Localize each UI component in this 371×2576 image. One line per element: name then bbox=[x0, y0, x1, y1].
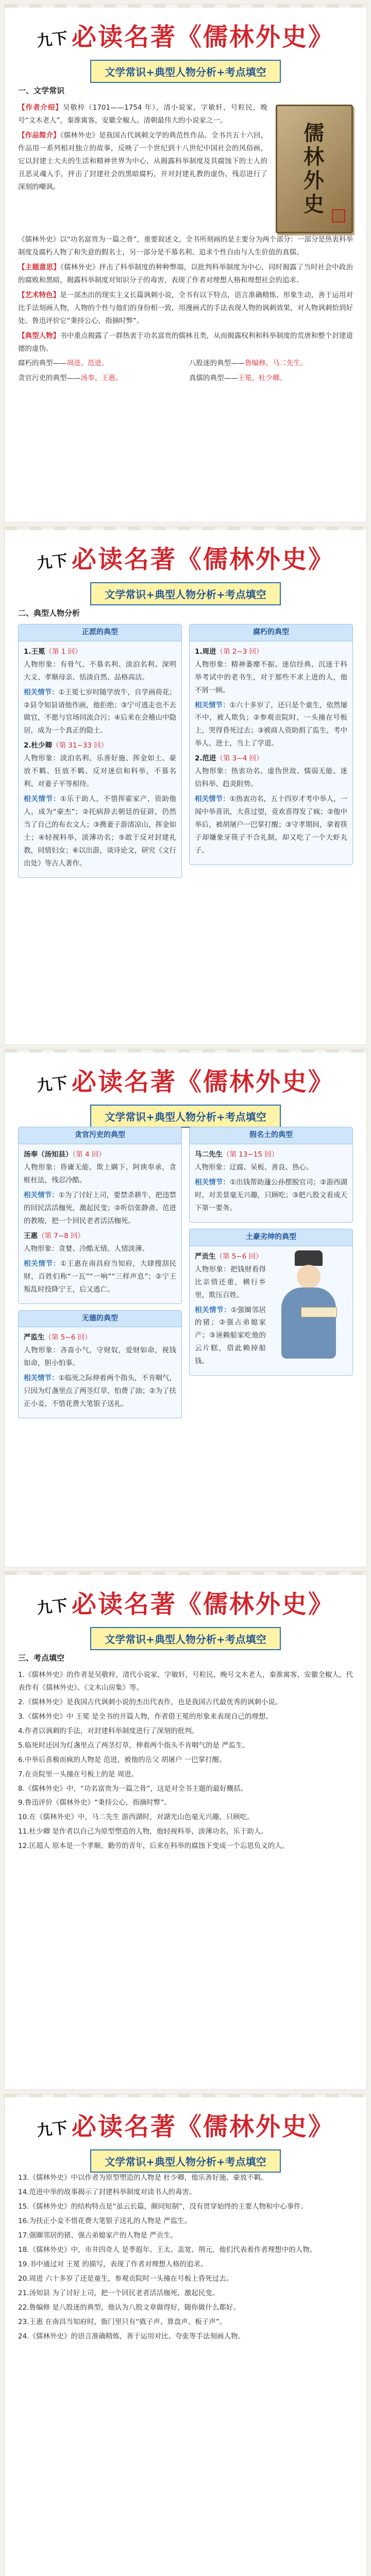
list-item: 3.《儒林外史》中 王冕 是全书的开篇人物，作者借王冕的形象来表现自己的理想。 bbox=[18, 1712, 273, 1721]
seal-stamp-icon bbox=[332, 209, 345, 223]
page-subtitle: 文学常识+典型人物分析+考点填空 bbox=[90, 1105, 281, 1128]
page-1 bbox=[4, 4, 367, 522]
typical-item: 八股迷的典型——鲁编修、马二先生。 bbox=[189, 359, 308, 368]
page-5 bbox=[4, 2094, 367, 2576]
list-item: 15.《儒林外史》的结构特点是“虽云长篇，颇同短制”，没有贯穿始终的主要人物和中心事件。 bbox=[18, 2202, 308, 2211]
page-body bbox=[5, 2172, 366, 2343]
page-header bbox=[5, 527, 366, 604]
list-item: 12.匡超人 原本是一个孝顺、勤劳的青年，后来在科举的腐蚀下变成一个忘恩负义的人。 bbox=[18, 1842, 289, 1851]
character-traits: 人物形象：贪婪、冷酷无情、人情淡薄。 bbox=[24, 1244, 149, 1253]
character-name: 王惠（第 7~8 回） bbox=[24, 1231, 85, 1240]
character-plot: 相关情节：①强圈邻居的猪；②强占弟媳家产；③诬赖船家吃他的云片糕，借此赖掉船钱。 bbox=[195, 1306, 266, 1366]
list-item: 4.作者以讽刺的手法，对封建科举制度进行了深刻的批判。 bbox=[18, 1726, 199, 1735]
section-title: 一、文学常识 bbox=[18, 86, 65, 95]
list-item: 2.《儒林外史》是我国古代讽刺小说的杰出代表作，也是我国古代最优秀的讽刺小说。 bbox=[18, 1698, 282, 1706]
grade-label: 九下 bbox=[36, 1074, 69, 1096]
typical-item: 真儒的典型——王冕、杜少卿。 bbox=[189, 374, 286, 383]
page-header bbox=[5, 2094, 366, 2172]
box-heading: 贪官污吏的典型 bbox=[19, 1127, 181, 1144]
character-name: 严监生（第 5~6 回） bbox=[24, 1333, 92, 1342]
book-cover-title: 儒林外史 bbox=[303, 121, 324, 216]
list-item: 17.强圈邻居的猪、强占弟媳家产的人物是 严贡生。 bbox=[18, 2231, 178, 2240]
page-subtitle: 文学常识+典型人物分析+考点填空 bbox=[90, 60, 281, 83]
character-name: 严贡生（第 5~6 回） bbox=[195, 1252, 263, 1261]
character-name: 2.范进（第 3~4 回） bbox=[195, 754, 263, 763]
typical-list bbox=[18, 357, 353, 387]
box-heading: 土豪劣绅的典型 bbox=[190, 1229, 352, 1246]
page-title: 必读名著《儒林外史》 bbox=[71, 2112, 334, 2141]
list-item: 8.《儒林外史》中，“功名富贵为一篇之骨”，这是对全书主题的最好概括。 bbox=[18, 1784, 248, 1793]
author-paragraph: 【作者介绍】吴敬梓（1701——1754 年），清小说家，字敏轩，号粒民，晚号“文木老人”，秦淮寓客，安徽全椒人。清朝最伟大的小说家之一。 bbox=[18, 103, 268, 125]
grade-label: 九下 bbox=[36, 29, 69, 51]
typical-item: 腐朽的典型——周进、范进。 bbox=[18, 359, 109, 368]
character-traits: 人物形象：吝啬小气，守财奴，爱财如命，视钱如命，胆小怕事。 bbox=[24, 1346, 176, 1368]
character-plot: 相关情节：①临死之际伸着两个指头，不肯咽气，只因为灯盏里点了两茎灯草，怕费了油；②为了扶正小妾，不惜花费大笔银子送礼。 bbox=[24, 1374, 176, 1409]
corrupt-official-box bbox=[18, 1127, 182, 1304]
page-body bbox=[5, 1651, 366, 1853]
character-plot: 相关情节：①乐于助人，不惜挥霍家产，资助他人，成为“豪杰”；②托病辞去朝廷的征辟，仍然当了自己的布衣文人；③携妻子游清凉山，挥金如土；④轻视科举，淡薄功名；⑤敢于反对封建礼教，同情妇女；⑥以出游，谈诗论文，研究《文行出处》等古人著作。 bbox=[24, 795, 177, 868]
box-heading: 无德的典型 bbox=[19, 1311, 181, 1328]
character-traits: 人物形象：昏庸无能、欺上瞒下、阿谀奉承，贪赃枉法，残忍冷酷。 bbox=[24, 1163, 176, 1184]
character-plot: 相关情节：①六十多岁了，还只是个童生，依然屡不中，被人欺负；②参观贡院时，一头撞在号板上，哭得昏死过去；③被商人资助捐了监生，考中举人、进士，当上了学道。 bbox=[195, 701, 347, 748]
page-header bbox=[5, 1572, 366, 1649]
list-item: 22.鲁编修 是八股迷的典型，他认为八股文章做得好，随你做什么都好。 bbox=[18, 2303, 240, 2312]
character-traits: 人物形象：精神萎靡不振、迷信经典、沉迷于科举考试中的老书生，对于那些不求上进的人，他不屑一顾。 bbox=[195, 660, 347, 694]
page-header bbox=[5, 1049, 366, 1127]
positive-box bbox=[18, 624, 182, 878]
list-item: 6.中举后喜极而疯的人物是 范进，被他的岳父 胡屠户 一巴掌打醒。 bbox=[18, 1755, 226, 1764]
list-item: 20.周进 六十多岁了还是童生，参观贡院时一头撞在号板上昏死过去。 bbox=[18, 2274, 233, 2283]
character-traits: 人物形象：把钱财看得比亲情还重，横行乡里，欺压百姓。 bbox=[195, 1265, 266, 1299]
page-2 bbox=[4, 527, 367, 1045]
page-subtitle: 文学常识+典型人物分析+考点填空 bbox=[90, 2149, 281, 2173]
page-header bbox=[5, 5, 366, 82]
page-body bbox=[5, 606, 366, 884]
character-name: 1.王冕（第 1 回） bbox=[24, 647, 82, 656]
list-item: 18.《儒林外史》中，市井四奇人 是季遐年、王太、盖宽、荆元，他们代表着作者理想中的人物。 bbox=[18, 2245, 317, 2254]
art-paragraph: 【艺术特色】是一部杰出的现实主义长篇讽刺小说，全书有以下特点，语言准确精炼、形象生动，善于运用对比手法刻画人物，人物的个性与他们的身份相一致，用漫画式的手法表现人物的讽刺效果，对人物讽刺恰到好处。鲁迅评价它“秉持公心，指摘时弊”。 bbox=[18, 291, 353, 325]
list-item: 11.杜少卿 是作者以自己为原型塑造的人物，他轻视科举，淡薄功名，乐于助人。 bbox=[18, 1827, 268, 1836]
typical-item: 贪官污吏的典型——汤奉、王惠。 bbox=[18, 374, 123, 383]
character-traits: 人物形象：有骨气、不慕名利、淡泊名利、深明大义、孝顺母亲、恬淡自然、品格高洁。 bbox=[24, 660, 176, 682]
view-paragraph: 【典型人物】书中重点揭露了一群热衷于功名富贵的儒林丑类，从而揭露权利和科举制度的荒唐和整个封建道德的虚伪。 bbox=[18, 331, 353, 353]
section-title: 三、考点填空 bbox=[18, 1653, 65, 1663]
list-item: 19.书中通过对 王冕 的描写，表现了作者对理想人格的追求。 bbox=[18, 2260, 208, 2268]
list-item: 9.鲁迅评价《儒林外史》“秉持公心，指摘时弊”。 bbox=[18, 1799, 171, 1807]
list-item: 7.在贡院里一头撞在号板上的是 周进。 bbox=[18, 1770, 139, 1778]
page-title: 必读名著《儒林外史》 bbox=[71, 1067, 334, 1096]
fill-blank-list bbox=[18, 2172, 353, 2343]
scholar-figure-illustration bbox=[270, 1250, 347, 1359]
grade-label: 九下 bbox=[36, 2119, 69, 2141]
page-subtitle: 文学常识+典型人物分析+考点填空 bbox=[90, 582, 281, 605]
list-item: 21.汤知县 为了讨好上司，把一个回民老者活活枷死，激起民变。 bbox=[18, 2289, 220, 2297]
list-item: 5.临死时还因为灯盏里点了两茎灯草，伸着两个指头不肯咽气的是 严监生。 bbox=[18, 1741, 250, 1750]
section-title: 二、典型人物分析 bbox=[18, 608, 80, 618]
character-plot: 相关情节：①为了讨好上司，要禁杀耕牛，把违禁的回民活活枷死，激起民变；②听信张静斋、范进的教唆，把一个回民老者活活枷死。 bbox=[24, 1191, 176, 1225]
character-plot: 相关情节：①王惠在南昌府当知府，大肆搜刮民财，百姓们称“一瓦”“一响”“三样声息”；②宁王叛乱时投降宁王，后又逃亡。 bbox=[24, 1259, 177, 1294]
character-name: 1.周进（第 2~3 回） bbox=[195, 647, 263, 656]
box-heading: 假名士的典型 bbox=[190, 1127, 352, 1144]
fill-blank-list bbox=[18, 1669, 353, 1853]
page-title: 必读名著《儒林外史》 bbox=[71, 545, 334, 574]
content-paragraph: 【作品简介】《儒林外史》是我国古代讽刺文学的典范性作品。全书共五十六回，作品用一系列相对独立的故事，反映了一个世纪到十八世纪中国社会的风俗画，它以封建士大夫的生活和精神世界为中心，从揭露科举制度及其腐蚀下的士人的丑恶灵魂入手，抨击了封建社会的黑暗腐朽，并对封建礼教的虚伪、残忍进行了深刻的嘲讽。 bbox=[18, 131, 268, 191]
character-plot: 相关情节：①热衷功名，五十四岁才考中举人，一闻中举喜讯，大喜过望，竟欢喜得发了疯；②他中举后，被胡屠户一巴掌打醒；③守孝期间，拿着筷子却嫌象牙筷子不合礼制，却又吃了一个大虾丸子。 bbox=[195, 795, 347, 855]
list-item: 13.《儒林外史》中以作者为原型塑造的人物是 杜少卿，他乐善好施、豪放不羁。 bbox=[18, 2174, 268, 2182]
list-item: 1.《儒林外史》的作者是吴敬梓，清代小说家，字敏轩，号粒民，晚号文木老人，秦淮寓客，安徽全椒人，代表作有《儒林外史》、《文木山房集》等。 bbox=[18, 1670, 353, 1692]
content-paragraph-2: 《儒林外史》以“功名富贵为一篇之骨”，重要叙述文，全书所刻画的是主要分为两个部分：一部分是热衷科举制度及腐朽人物了和失意的假名士，另一部分是不慕名利、追求个性自由与人生价值的真儒。 bbox=[18, 235, 353, 257]
page-title: 必读名著《儒林外史》 bbox=[71, 23, 334, 52]
page-subtitle: 文学常识+典型人物分析+考点填空 bbox=[90, 1627, 281, 1650]
page-4 bbox=[4, 1571, 367, 2090]
character-traits: 人物形象：迂腐、呆板、善良、热心。 bbox=[195, 1163, 313, 1172]
character-name: 2.杜少卿（第 31~33 回） bbox=[24, 741, 108, 750]
page-body bbox=[5, 1127, 366, 1425]
character-plot: 相关情节：①王冕七岁时随学放牛，自学画荷花；②县令知县请他作画，他拒绝；③宁可逃走也不去做官，不愿与官场同流合污；④后来在会稽山中隐居，成为一个真正的隐士。 bbox=[24, 688, 176, 735]
list-item: 16.为扶正小妾不惜花费大笔银子送礼的人物是 严监生。 bbox=[18, 2216, 192, 2225]
character-plot: 相关情节：①出钱帮助蘧公孙摆脱官司；②游西湖时，对美景毫无兴趣，只顾吃；③把八股文看成天下第一要务。 bbox=[195, 1178, 347, 1212]
grade-label: 九下 bbox=[36, 551, 69, 573]
page-title: 必读名著《儒林外史》 bbox=[71, 1590, 334, 1619]
grade-label: 九下 bbox=[36, 1596, 69, 1618]
list-item: 23.王惠 在南昌当知府时，衙门里只有“戥子声、算盘声、板子声”。 bbox=[18, 2317, 227, 2326]
character-name: 马二先生（第 13~15 回） bbox=[195, 1150, 279, 1159]
character-traits: 人物形象：热衷功名、虚伪世故、懦弱无能、迷信科举、趋炎附势。 bbox=[195, 767, 347, 789]
book-cover-image bbox=[276, 105, 353, 233]
page-body bbox=[5, 84, 366, 387]
box-heading: 腐朽的典型 bbox=[190, 624, 352, 641]
immoral-box bbox=[18, 1310, 182, 1419]
local-tyrant-box bbox=[189, 1229, 353, 1376]
character-name: 汤奉（汤知县）（第 4 回） bbox=[24, 1150, 106, 1159]
list-item: 10.在《儒林外史》中，马二先生 游西湖时，对湖光山色毫无兴趣，只顾吃。 bbox=[18, 1813, 254, 1822]
theme-paragraph: 【主题意思】《儒林外史》抨击了科举制度的种种弊端，以批判科举制度为中心，同时揭露了当时社会中政治的腐败和黑暗，揭露科举制度对知识分子的毒害，表现了作者对理想人格和理想社会的追求。 bbox=[18, 263, 353, 284]
fake-scholar-box bbox=[189, 1127, 353, 1223]
page-3 bbox=[4, 1049, 367, 1567]
list-item: 24.《儒林外史》的语言准确精炼，善于运用对比、夸张等手法刻画人物。 bbox=[18, 2332, 245, 2341]
list-item: 14.范进中举的故事揭示了封建科举制度对读书人的毒害。 bbox=[18, 2188, 196, 2196]
box-heading: 正派的典型 bbox=[19, 624, 181, 641]
character-traits: 人物形象：淡泊名利、乐善好施、挥金如土、豪放不羁、狂放不羁、反对迷信和科举，不慕名利、对妻子平等相待。 bbox=[24, 754, 176, 789]
negative-box bbox=[189, 624, 353, 865]
